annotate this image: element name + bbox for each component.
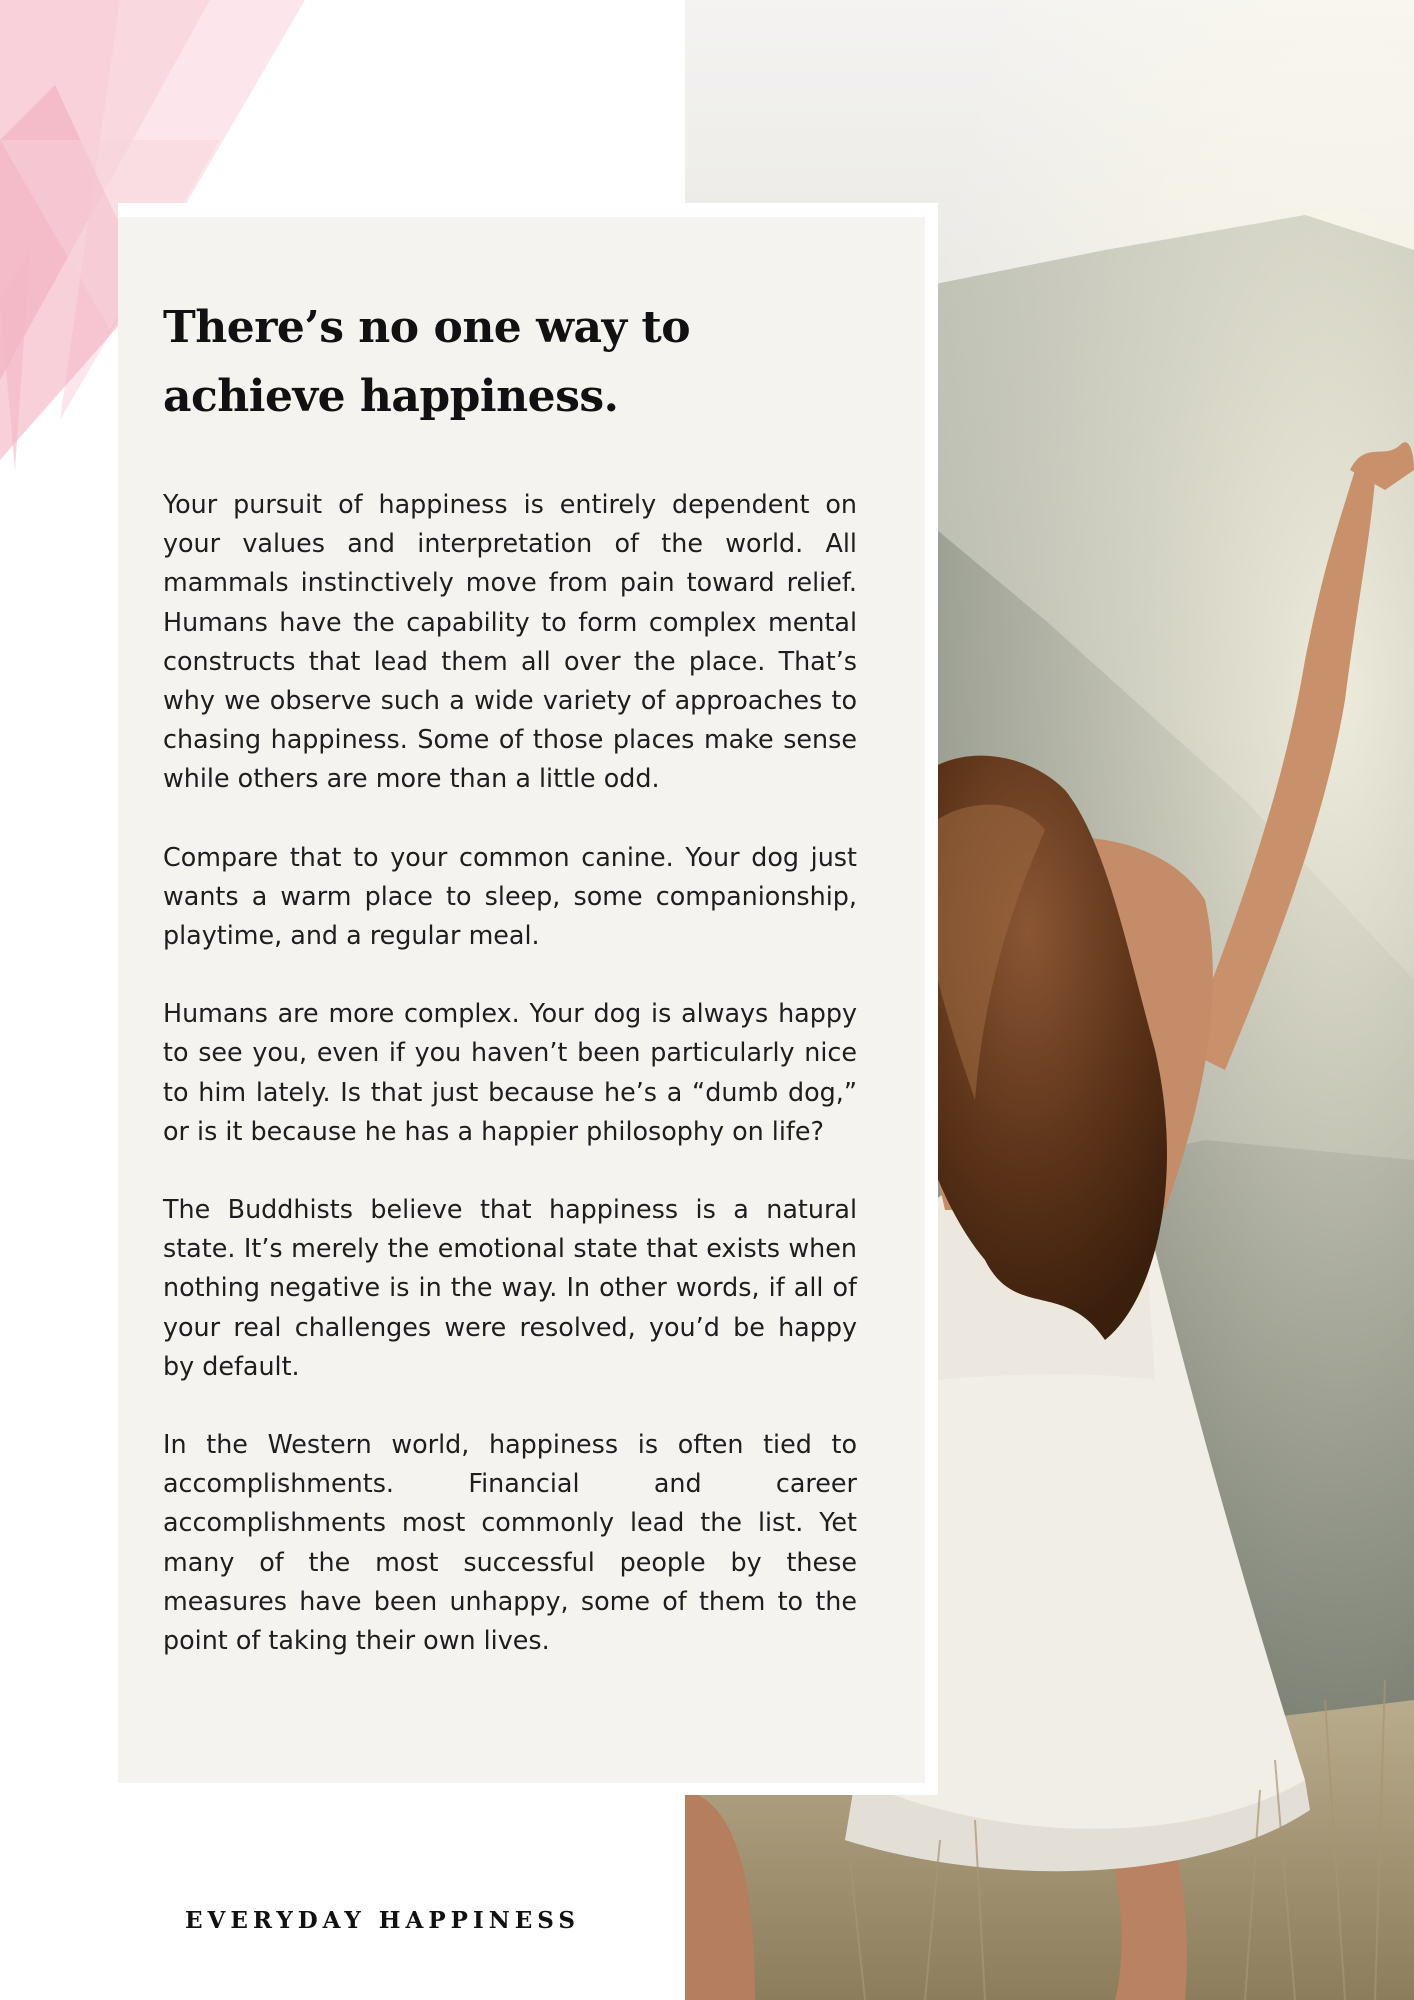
article-paragraph-4: The Buddhists believe that happiness is a natural state. It’s merely the emotional state that exists when nothing negative is in the way. In other words, if all of your real challenges were resolved, you’d be happy by default. [163,1194,857,1381]
article-paragraph-2: Compare that to your common canine. Your dog just wants a warm place to sleep, some companionship, playtime, and a regular meal. [163,841,857,951]
article-card [118,217,925,1783]
article-heading: There’s no one way to achieve happiness. [163,302,691,422]
article-paragraph-1: Your pursuit of happiness is entirely dependent on your values and interpretation of the world. All mammals instinctively move from pain toward relief. Humans have the capability to form complex mental constructs that lead them all over the place. That’s why we observe such a wide variety of approaches to chasing happiness. Some of those places make sense while others are more than a little odd. [163,489,857,794]
article-paragraph-5: In the Western world, happiness is often tied to accomplishments. Financial and career accomplishments most commonly lead the list. Yet many of the most successful people by these measures have been unhappy, some of them to the point of taking their own lives. [163,1429,857,1656]
article-paragraph-3: Humans are more complex. Your dog is always happy to see you, even if you haven’t been particularly nice to him lately. Is that just because he’s a “dumb dog,” or is it because he has a happier philosophy on life? [163,998,857,1146]
footer-brand: EVERYDAY HAPPINESS [185,1907,580,1934]
